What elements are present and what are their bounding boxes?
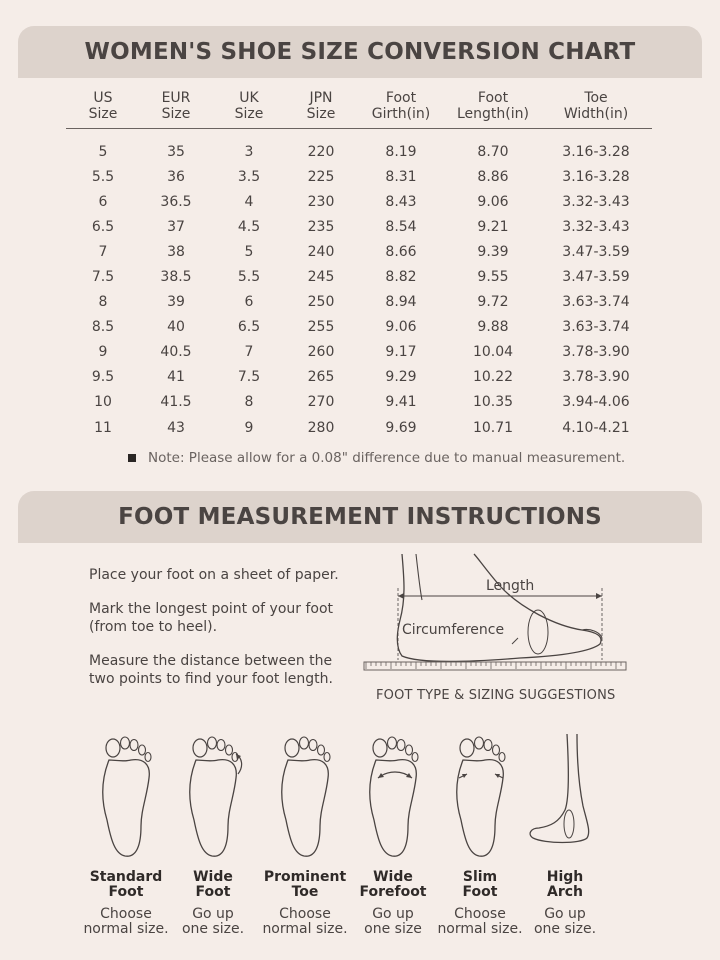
table-cell: 8.82: [385, 269, 417, 286]
table-row: [66, 214, 652, 239]
table-row: [66, 415, 652, 440]
table-cell: 41: [167, 369, 185, 386]
table-cell: 8.86: [477, 168, 509, 185]
table-cell: 7: [98, 243, 108, 260]
table-cell: 9.55: [477, 269, 509, 286]
measurement-note: [128, 450, 625, 466]
table-cell: 270: [307, 394, 335, 411]
table-cell: 3.16-3.28: [562, 168, 630, 185]
table-cell: 5: [98, 143, 108, 160]
circumference-label: Circumference: [402, 622, 505, 638]
table-cell: 8.66: [385, 243, 417, 260]
table-cell: 6: [98, 193, 108, 210]
wide-foot-icon: [163, 730, 263, 860]
foot-outline-icon: [397, 554, 601, 662]
table-cell: 260: [307, 344, 335, 361]
table-cell: 8.19: [385, 143, 417, 160]
table-cell: 9.88: [477, 319, 509, 336]
foot-type-name: Standard Foot: [89, 869, 163, 900]
table-cell: 8.43: [385, 193, 417, 210]
table-cell: 9.06: [477, 193, 509, 210]
table-cell: 250: [307, 294, 335, 311]
table-cell: 3.63-3.74: [562, 294, 630, 311]
header-foot-length: Foot Length(in): [446, 86, 540, 129]
table-row: [66, 340, 652, 365]
table-cell: 3.94-4.06: [562, 394, 630, 411]
foot-type-name: Wide Foot: [193, 869, 233, 900]
table-cell: 9.21: [477, 218, 509, 235]
foot-type-2: [255, 730, 355, 860]
foot-type-caption: FOOT TYPE & SIZING SUGGESTIONS: [376, 688, 616, 703]
size-chart-header: [18, 26, 702, 78]
foot-type-name: High Arch: [546, 869, 584, 900]
foot-type-suggestion: Choose normal size.: [437, 906, 523, 937]
table-cell: 10.04: [472, 344, 514, 361]
table-cell: 38.5: [160, 269, 192, 286]
bullet-square-icon: [128, 454, 136, 462]
table-cell: 280: [307, 419, 335, 436]
foot-type-5: [515, 730, 615, 860]
table-cell: 9.17: [385, 344, 417, 361]
ruler-icon: [364, 662, 626, 670]
foot-type-3: [343, 730, 443, 860]
circumference-arrow-icon: [528, 610, 548, 654]
table-cell: 41.5: [160, 394, 192, 411]
table-cell: 11: [94, 419, 112, 436]
table-cell: 3.32-3.43: [562, 218, 630, 235]
foot-type-1: [163, 730, 263, 860]
table-cell: 8.54: [385, 218, 417, 235]
length-label: Length: [486, 578, 535, 594]
instruction-step-1: Place your foot on a sheet of paper.: [89, 567, 339, 583]
table-cell: 8.70: [477, 143, 509, 160]
table-cell: 43: [167, 419, 185, 436]
foot-type-suggestion: Go up one size.: [181, 906, 245, 937]
table-cell: 40: [167, 319, 185, 336]
table-row: [66, 189, 652, 214]
instructions-header: [18, 491, 702, 543]
table-cell: 10: [94, 394, 112, 411]
table-cell: 38: [167, 243, 185, 260]
table-row: [66, 315, 652, 340]
table-row: [66, 239, 652, 264]
instructions-title: FOOT MEASUREMENT INSTRUCTIONS: [118, 504, 602, 530]
table-cell: 36: [167, 168, 185, 185]
table-cell: 9.72: [477, 294, 509, 311]
instruction-step-2: Mark the longest point of your foot (from toe to heel).: [89, 601, 334, 635]
table-cell: 6.5: [91, 218, 115, 235]
table-cell: 3: [244, 143, 254, 160]
table-cell: 7: [244, 344, 254, 361]
table-cell: 240: [307, 243, 335, 260]
table-cell: 3.47-3.59: [562, 243, 630, 260]
foot-type-suggestion: Go up one size.: [533, 906, 597, 937]
table-cell: 9.06: [385, 319, 417, 336]
table-cell: 5.5: [91, 168, 115, 185]
table-cell: 265: [307, 369, 335, 386]
table-cell: 9: [244, 419, 254, 436]
table-cell: 9.41: [385, 394, 417, 411]
table-cell: 7.5: [91, 269, 115, 286]
table-row: [66, 390, 652, 415]
table-cell: 9.39: [477, 243, 509, 260]
note-text: Note: Please allow for a 0.08" difference due to manual measurement.: [148, 450, 626, 466]
table-row: [66, 164, 652, 189]
table-cell: 9.5: [91, 369, 115, 386]
table-cell: 3.47-3.59: [562, 269, 630, 286]
size-chart-title: WOMEN'S SHOE SIZE CONVERSION CHART: [84, 39, 636, 65]
table-cell: 7.5: [237, 369, 261, 386]
table-cell: 245: [307, 269, 335, 286]
table-cell: 5: [244, 243, 254, 260]
table-cell: 10.71: [472, 419, 514, 436]
foot-type-name: Prominent Toe: [263, 869, 347, 900]
table-cell: 35: [167, 143, 185, 160]
table-row: [66, 365, 652, 390]
table-cell: 39: [167, 294, 185, 311]
table-cell: 9.69: [385, 419, 417, 436]
table-cell: 220: [307, 143, 335, 160]
table-cell: 3.78-3.90: [562, 369, 630, 386]
high-arch-icon: [515, 730, 615, 860]
foot-type-suggestion: Go up one size: [364, 906, 422, 937]
table-cell: 10.22: [472, 369, 514, 386]
table-cell: 6.5: [237, 319, 261, 336]
table-cell: 9.29: [385, 369, 417, 386]
table-cell: 6: [244, 294, 254, 311]
table-header-row: [66, 86, 652, 129]
foot-measurement-illustration: [360, 548, 635, 678]
table-cell: 8.94: [385, 294, 417, 311]
table-cell: 10.35: [472, 394, 514, 411]
table-cell: 230: [307, 193, 335, 210]
wide-forefoot-icon: [343, 730, 443, 860]
table-cell: 255: [307, 319, 335, 336]
header-eur-size: EUR Size: [140, 86, 212, 129]
header-foot-girth: Foot Girth(in): [356, 86, 446, 129]
table-cell: 3.5: [237, 168, 261, 185]
table-cell: 3.63-3.74: [562, 319, 630, 336]
table-cell: 4: [244, 193, 254, 210]
header-us-size: US Size: [66, 86, 140, 129]
table-cell: 225: [307, 168, 335, 185]
foot-type-suggestion: Choose normal size.: [262, 906, 348, 937]
foot-type-name: Slim Foot: [462, 869, 498, 900]
table-cell: 8.31: [385, 168, 417, 185]
table-cell: 36.5: [160, 193, 192, 210]
table-cell: 40.5: [160, 344, 192, 361]
size-conversion-table: [66, 86, 652, 440]
table-cell: 37: [167, 218, 185, 235]
table-cell: 235: [307, 218, 335, 235]
prominent-toe-icon: [255, 730, 355, 860]
table-cell: 8: [244, 394, 254, 411]
foot-type-0: [76, 730, 176, 860]
table-row: [66, 290, 652, 315]
table-cell: 4.5: [237, 218, 261, 235]
header-uk-size: UK Size: [212, 86, 286, 129]
table-cell: 4.10-4.21: [562, 419, 630, 436]
header-toe-width: Toe Width(in): [540, 86, 652, 129]
foot-type-suggestion: Choose normal size.: [83, 906, 169, 937]
foot-type-name: Wide Forefoot: [359, 869, 427, 900]
instruction-step-3: Measure the distance between the two points to find your foot length.: [89, 653, 333, 687]
table-cell: 5.5: [237, 269, 261, 286]
header-jpn-size: JPN Size: [286, 86, 356, 129]
table-cell: 3.16-3.28: [562, 143, 630, 160]
table-row: [66, 129, 652, 165]
table-cell: 8.5: [91, 319, 115, 336]
table-cell: 3.32-3.43: [562, 193, 630, 210]
table-row: [66, 264, 652, 289]
table-cell: 3.78-3.90: [562, 344, 630, 361]
standard-foot-icon: [76, 730, 176, 860]
table-cell: 9: [98, 344, 108, 361]
table-cell: 8: [98, 294, 108, 311]
